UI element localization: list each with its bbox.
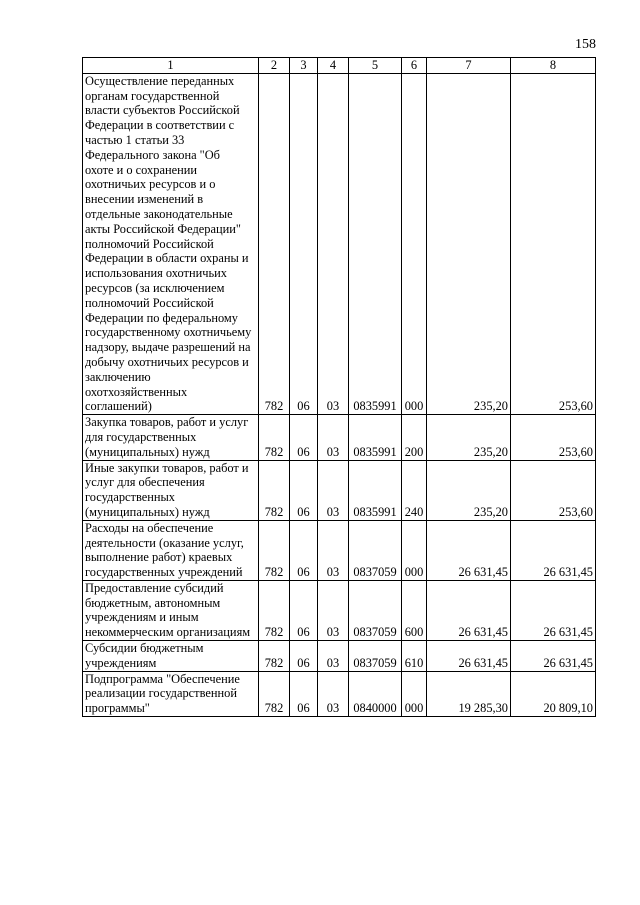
- expense-type-code: 240: [402, 460, 427, 520]
- section-code: 06: [290, 415, 318, 460]
- description-line: отдельные законодательные: [85, 206, 233, 221]
- row-description: [83, 520, 259, 580]
- description-line: (муниципальных) нужд: [85, 504, 210, 519]
- description-line: охотхозяйственных: [85, 384, 188, 399]
- amount-year-1: 235,20: [427, 415, 511, 460]
- description-line: государственному охотничьему: [85, 325, 252, 340]
- description-line: Расходы на обеспечение: [85, 520, 214, 535]
- description-line: использования охотничьих: [85, 266, 227, 281]
- amount-year-1: 26 631,45: [427, 520, 511, 580]
- table-row: [83, 520, 596, 580]
- section-code: 06: [290, 520, 318, 580]
- amount-year-1: 26 631,45: [427, 580, 511, 640]
- header-row: [83, 58, 596, 74]
- row-description: [83, 641, 259, 672]
- subsection-code: 03: [318, 460, 349, 520]
- column-header: 7: [427, 58, 511, 74]
- description-line: добычу охотничьих ресурсов и: [85, 354, 249, 369]
- subsection-code: 03: [318, 73, 349, 414]
- section-code: 06: [290, 73, 318, 414]
- description-line: заключению: [85, 369, 151, 384]
- description-line: государственных: [85, 490, 176, 505]
- description-line: надзору, выдаче разрешений на: [85, 340, 251, 355]
- description-line: власти субъектов Российской: [85, 103, 240, 118]
- subsection-code: 03: [318, 415, 349, 460]
- description-line: учреждениям: [85, 655, 157, 670]
- description-line: государственных учреждений: [85, 565, 243, 580]
- subsection-code: 03: [318, 641, 349, 672]
- target-article-code: 0837059: [349, 580, 402, 640]
- ministry-code: 782: [259, 460, 290, 520]
- amount-year-2: 253,60: [511, 415, 596, 460]
- amount-year-1: 235,20: [427, 73, 511, 414]
- amount-year-1: 26 631,45: [427, 641, 511, 672]
- subsection-code: 03: [318, 580, 349, 640]
- column-header: 5: [349, 58, 402, 74]
- description-line: Федерации по федеральному: [85, 310, 238, 325]
- description-line: Предоставление субсидий: [85, 580, 224, 595]
- ministry-code: 782: [259, 415, 290, 460]
- amount-year-2: 20 809,10: [511, 671, 596, 716]
- row-description: [83, 671, 259, 716]
- section-code: 06: [290, 671, 318, 716]
- table-row: [83, 460, 596, 520]
- description-line: реализации государственной: [85, 686, 237, 701]
- section-code: 06: [290, 641, 318, 672]
- amount-year-2: 26 631,45: [511, 580, 596, 640]
- amount-year-1: 235,20: [427, 460, 511, 520]
- expense-type-code: 000: [402, 520, 427, 580]
- description-line: бюджетным, автономным: [85, 595, 221, 610]
- target-article-code: 0835991: [349, 73, 402, 414]
- description-line: Иные закупки товаров, работ и: [85, 460, 249, 475]
- page-number: 158: [575, 37, 596, 52]
- description-line: учреждениям и иным: [85, 610, 199, 625]
- target-article-code: 0835991: [349, 460, 402, 520]
- amount-year-1: 19 285,30: [427, 671, 511, 716]
- description-line: программы": [85, 701, 150, 716]
- description-line: услуг для обеспечения: [85, 475, 205, 490]
- expense-type-code: 000: [402, 73, 427, 414]
- expense-type-code: 000: [402, 671, 427, 716]
- description-line: ресурсов (за исключением: [85, 280, 225, 295]
- target-article-code: 0837059: [349, 520, 402, 580]
- description-line: Подпрограмма "Обеспечение: [85, 671, 240, 686]
- table-row: [83, 671, 596, 716]
- row-description: [83, 73, 259, 414]
- description-line: охоте и о сохранении: [85, 162, 197, 177]
- table-row: [83, 641, 596, 672]
- subsection-code: 03: [318, 671, 349, 716]
- amount-year-2: 253,60: [511, 460, 596, 520]
- description-line: (муниципальных) нужд: [85, 444, 210, 459]
- amount-year-2: 26 631,45: [511, 641, 596, 672]
- row-description: [83, 460, 259, 520]
- section-code: 06: [290, 580, 318, 640]
- column-header: 3: [290, 58, 318, 74]
- ministry-code: 782: [259, 580, 290, 640]
- column-header: 2: [259, 58, 290, 74]
- row-description: [83, 580, 259, 640]
- description-line: некоммерческим организациям: [85, 625, 251, 640]
- description-line: деятельности (оказание услуг,: [85, 535, 244, 550]
- expense-type-code: 200: [402, 415, 427, 460]
- table-body: [83, 73, 596, 716]
- description-line: внесении изменений в: [85, 192, 204, 207]
- amount-year-2: 26 631,45: [511, 520, 596, 580]
- description-line: соглашений): [85, 399, 152, 414]
- description-line: Закупка товаров, работ и услуг: [85, 415, 249, 430]
- description-line: частью 1 статьи 33: [85, 132, 185, 147]
- target-article-code: 0835991: [349, 415, 402, 460]
- description-line: Федерального закона "Об: [85, 147, 220, 162]
- expense-type-code: 610: [402, 641, 427, 672]
- subsection-code: 03: [318, 520, 349, 580]
- target-article-code: 0837059: [349, 641, 402, 672]
- ministry-code: 782: [259, 73, 290, 414]
- table-row: [83, 415, 596, 460]
- column-header: 8: [511, 58, 596, 74]
- description-line: Субсидии бюджетным: [85, 641, 204, 656]
- description-line: акты Российской Федерации": [85, 221, 241, 236]
- column-header: 1: [83, 58, 259, 74]
- ministry-code: 782: [259, 641, 290, 672]
- description-line: охотничьих ресурсов и о: [85, 177, 216, 192]
- description-line: выполнение работ) краевых: [85, 550, 233, 565]
- description-line: полномочий Российской: [85, 236, 214, 251]
- description-line: органам государственной: [85, 88, 220, 103]
- ministry-code: 782: [259, 520, 290, 580]
- column-header: 4: [318, 58, 349, 74]
- amount-year-2: 253,60: [511, 73, 596, 414]
- row-description: [83, 415, 259, 460]
- description-line: для государственных: [85, 429, 197, 444]
- table-row: [83, 73, 596, 414]
- description-line: Федерации в области охраны и: [85, 251, 249, 266]
- ministry-code: 782: [259, 671, 290, 716]
- target-article-code: 0840000: [349, 671, 402, 716]
- table-row: [83, 580, 596, 640]
- description-line: полномочий Российской: [85, 295, 214, 310]
- column-header: 6: [402, 58, 427, 74]
- budget-table: [82, 57, 596, 717]
- section-code: 06: [290, 460, 318, 520]
- expense-type-code: 600: [402, 580, 427, 640]
- description-line: Федерации в соответствии с: [85, 118, 235, 133]
- description-line: Осуществление переданных: [85, 73, 235, 88]
